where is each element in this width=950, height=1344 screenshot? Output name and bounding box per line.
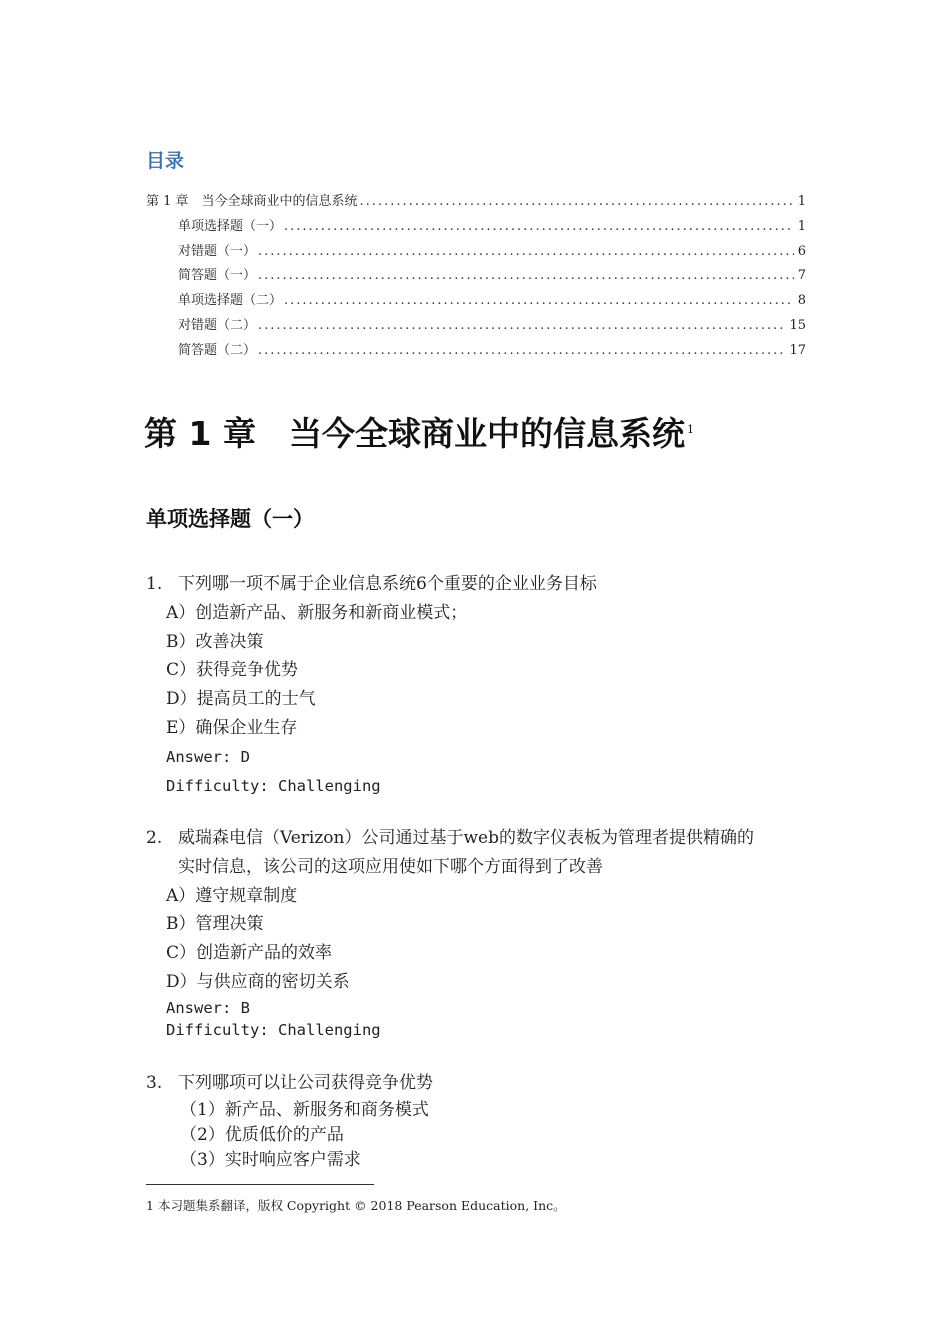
toc-entry-page: 7 [797, 268, 806, 283]
option-e: E）确保企业生存 [166, 718, 298, 738]
toc-leader [360, 192, 794, 212]
question-number: 1. [146, 574, 163, 594]
toc-entry[interactable] [178, 217, 806, 237]
option-a: A）创造新产品、新服务和新商业模式； [166, 603, 468, 623]
toc-entry-label: 对错题（二） [178, 318, 257, 333]
question-text: 威瑞森电信（Verizon）公司通过基于web的数字仪表板为管理者提供精确的 [178, 828, 754, 848]
toc-entry-label: 第 1 章 当今全球商业中的信息系统 [146, 194, 358, 209]
toc-entry-label: 单项选择题（一） [178, 219, 283, 234]
difficulty: Difficulty: Challenging [166, 1021, 381, 1039]
toc-entry-page: 15 [789, 318, 806, 333]
list-item: （3）实时响应客户需求 [180, 1150, 361, 1170]
chapter-title-text: 第 1 章 当今全球商业中的信息系统 [144, 414, 685, 453]
option-d: D）提高员工的士气 [166, 689, 316, 709]
toc-entry-label: 简答题（二） [178, 343, 257, 358]
list-item: （1）新产品、新服务和商务模式 [180, 1100, 429, 1120]
toc-entry[interactable] [178, 341, 806, 361]
toc-entry-page: 17 [789, 343, 806, 358]
toc-leader [284, 291, 794, 311]
footnote-separator [146, 1184, 374, 1185]
difficulty: Difficulty: Challenging [166, 777, 381, 795]
question-number: 2. [146, 828, 163, 848]
toc-entry-page: 1 [797, 219, 806, 234]
footnote-ref[interactable]: 1 [686, 423, 694, 436]
option-d: D）与供应商的密切关系 [166, 972, 350, 992]
toc-leader [258, 242, 794, 262]
toc-entry[interactable] [178, 242, 806, 262]
option-b: B）管理决策 [166, 914, 264, 934]
question-text: 下列哪一项不属于企业信息系统6个重要的企业业务目标 [178, 574, 597, 594]
toc-entry[interactable] [178, 316, 806, 336]
toc-title: 目录 [146, 150, 185, 172]
question-text-cont: 实时信息，该公司的这项应用使如下哪个方面得到了改善 [178, 857, 603, 877]
footnote-text: 本习题集系翻译，版权 Copyright © 2018 Pearson Education, Inc。 [157, 1198, 566, 1213]
footnote-number: 1 [146, 1198, 154, 1213]
option-b: B）改善决策 [166, 632, 264, 652]
answer: Answer: D [166, 748, 250, 766]
toc-leader [258, 316, 785, 336]
toc-entry-label: 简答题（一） [178, 268, 257, 283]
toc-entry-label: 单项选择题（二） [178, 293, 283, 308]
toc-entry-page: 8 [797, 293, 806, 308]
toc-entry-page: 1 [797, 194, 806, 209]
list-item: （2）优质低价的产品 [180, 1125, 344, 1145]
option-c: C）创造新产品的效率 [166, 943, 333, 963]
toc-entry[interactable] [146, 192, 806, 212]
chapter-title [144, 408, 694, 455]
footnote [146, 1197, 566, 1215]
toc-leader [284, 217, 794, 237]
option-a: A）遵守规章制度 [166, 886, 298, 906]
option-c: C）获得竞争优势 [166, 660, 299, 680]
toc-entry-page: 6 [797, 244, 806, 259]
answer: Answer: B [166, 999, 250, 1017]
toc-entry-label: 对错题（一） [178, 244, 257, 259]
question-number: 3. [146, 1073, 163, 1093]
toc-entry[interactable] [178, 291, 806, 311]
question-text: 下列哪项可以让公司获得竞争优势 [178, 1073, 433, 1093]
toc-entry[interactable] [178, 266, 806, 286]
section-title: 单项选择题（一） [146, 507, 314, 531]
toc-leader [258, 266, 794, 286]
toc-leader [258, 341, 785, 361]
